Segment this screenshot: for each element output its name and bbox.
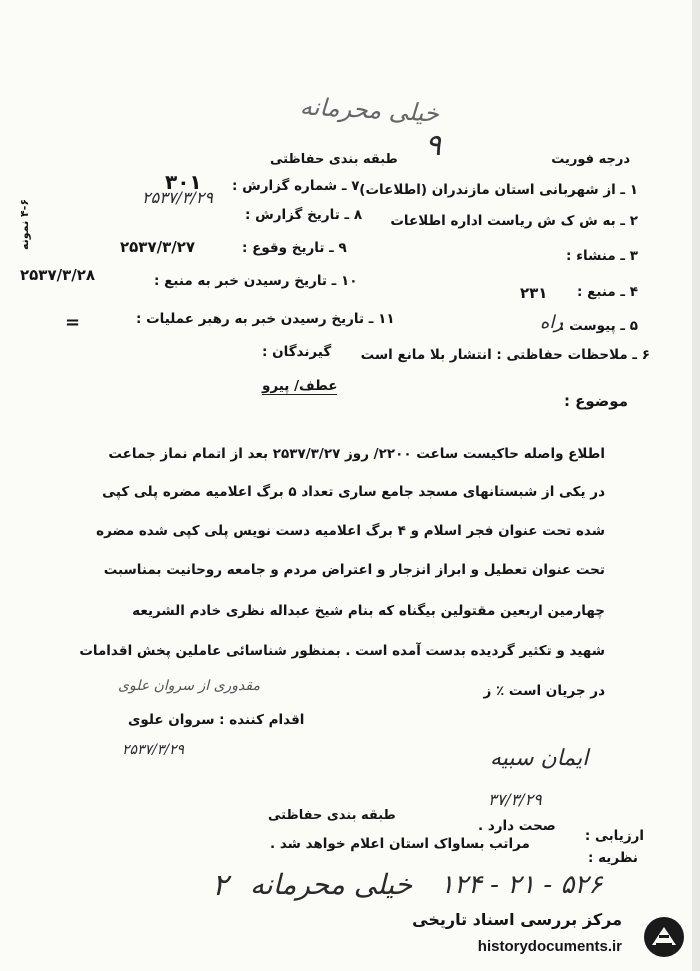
body-line-7: در جریان است ٪ ز bbox=[483, 683, 605, 699]
subject-label: موضوع : bbox=[563, 392, 628, 410]
field-security-notes: ۶ ـ ملاحظات حفاظتی : انتشار بلا مانع است bbox=[360, 347, 650, 363]
margin-note: ۴-۶ نمونه bbox=[18, 198, 31, 250]
received-date: ۲۵۳۷/۳/۲۸ bbox=[20, 266, 96, 284]
reference-label: عطف/ پیرو bbox=[262, 378, 338, 394]
bottom-handwritten-text: خیلی محرمانه bbox=[250, 868, 413, 901]
handwritten-top-note: خیلی محرمانه bbox=[299, 92, 440, 128]
field-report-number: ۷ ـ شماره گزارش : bbox=[232, 178, 360, 194]
classification-top: طبقه بندی حفاظتی bbox=[270, 152, 398, 167]
field-report-date: ۸ ـ تاریخ گزارش : bbox=[245, 207, 363, 223]
handwritten-top-mark: ٩ bbox=[425, 128, 442, 163]
body-line-1: اطلاع واصله حاکیست ساعت ۲۲۰۰/ روز ۲۵۳۷/۳/۲۷ بعد از اتمام نماز جماعت bbox=[108, 446, 605, 462]
signature: ایمان سبیه bbox=[490, 746, 589, 771]
report-number: ۳۰۱ bbox=[165, 170, 202, 194]
field-from: ۱ ـ از شهربانی استان مازندران (اطلاعات) bbox=[359, 182, 638, 198]
field-leader-date: ۱۱ ـ تاریخ رسیدن خبر به رهبر عملیات : bbox=[136, 311, 395, 327]
attachment-handwritten: راه bbox=[540, 312, 564, 333]
bottom-handwritten-number: ۱۲۴ - ۲۱ - ۵۲۶ bbox=[440, 870, 603, 900]
body-line-4: تحت عنوان تعطیل و ابراز انزجار و اعتراض مردم و جامعه روحانیت بمناسبت bbox=[103, 562, 605, 578]
body-line-6: شهید و تکثیر گردیده بدست آمده است . بمنظور شناسائی عاملین پخش اقدامات bbox=[79, 643, 605, 659]
field-received-date: ۱۰ ـ تاریخ رسیدن خبر به منبع : bbox=[154, 273, 358, 289]
field-recipients: گیرندگان : bbox=[262, 344, 332, 360]
evaluation-text: صحت دارد . bbox=[478, 818, 556, 834]
body-line-3: شده تحت عنوان فجر اسلام و ۴ برگ اعلامیه دست نویس پلی کپی شده مضره bbox=[96, 523, 605, 539]
classification-bottom: طبقه بندی حفاظتی bbox=[268, 808, 396, 823]
field-origin: ۳ ـ منشاء : bbox=[566, 248, 638, 264]
action-date: ۲۵۳۷/۳/۲۹ bbox=[122, 742, 185, 758]
bottom-handwritten-mark: ٢ bbox=[212, 868, 229, 903]
action-by: اقدام کننده : سروان علوی bbox=[128, 712, 305, 728]
body-line-2: در یکی از شبستانهای مسجد جامع ساری تعداد ۵ برگ اعلامیه مضره پلی کپی bbox=[102, 484, 605, 500]
archive-logo-icon bbox=[642, 915, 686, 959]
evaluation-label: ارزیابی : bbox=[584, 828, 644, 844]
field-to: ۲ ـ به ش ک ش ریاست اداره اطلاعات bbox=[390, 213, 638, 229]
action-handwritten: مقدوری از سروان علوی bbox=[118, 678, 260, 694]
urgency-label: درجه فوریت bbox=[551, 152, 630, 167]
signature-date: ۳۷/۳/۲۹ bbox=[488, 790, 542, 809]
opinion-text: مراتب بساواک استان اعلام خواهد شد . bbox=[270, 836, 530, 852]
report-date: ۲۵۳۷/۳/۲۹ bbox=[142, 188, 213, 207]
field-attachment: ۵ ـ پیوست : bbox=[559, 318, 638, 334]
watermark-line2: historydocuments.ir bbox=[477, 938, 622, 955]
field-occurrence-date: ۹ ـ تاریخ وقوع : bbox=[242, 240, 347, 256]
body-line-5: چهارمین اربعین مقتولین بیگناه که بنام شیخ عبداله نظری خادم الشریعه bbox=[132, 603, 605, 619]
dash-mark: = bbox=[65, 312, 81, 333]
watermark-line1: مرکز بررسی اسناد تاریخی bbox=[412, 910, 622, 929]
source-number: ۲۳۱ bbox=[520, 284, 548, 302]
scan-edge bbox=[692, 0, 700, 971]
occurrence-date: ۲۵۳۷/۳/۲۷ bbox=[120, 238, 196, 256]
field-source: ۴ ـ منبع : bbox=[577, 284, 638, 300]
opinion-label: نظریه : bbox=[588, 850, 638, 866]
